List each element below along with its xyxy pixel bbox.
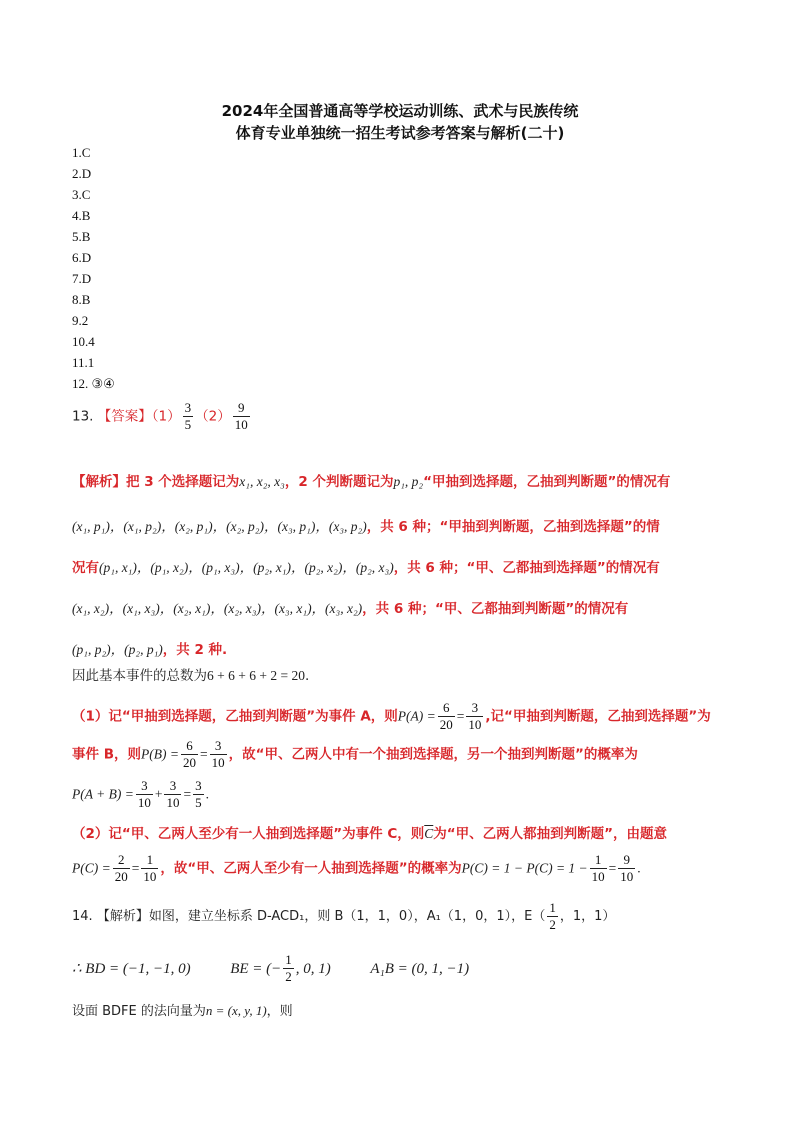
fraction: $\frac{2}{20}$ [114,852,128,884]
math-expr: ∴ BD = (−1, −1, 0) [72,961,191,977]
math-expr: P(A) = [397,708,436,724]
q13-part2-line1 [72,822,667,842]
math-expr: $\overline{C}$ [424,826,434,841]
q13-part2-line2 [72,852,641,885]
answer-item: 7.D [72,271,92,286]
math-expr: p₁, p₂ [393,474,424,489]
math-expr: A₁B = (0, 1, −1) [370,961,470,977]
q13-part1-line2 [72,738,638,771]
math-expr: (p₁, x₁)，(p₁, x₂)，(p₁, x₃)，(p₂, x₁)，(p₂, x₂)，(p₂, x₃) [99,560,394,575]
answer-item: 4.B [72,208,91,223]
q13-analysis-line4 [72,597,628,617]
analysis-text: ，共 6 种；“甲、乙都抽到判断题”的情况有 [362,601,629,617]
math-expr: x₁, x₂, x₃ [239,474,285,489]
answer-item: 9.2 [72,313,89,328]
math-expr: . [205,786,209,802]
answer-item: 6.D [72,250,92,265]
analysis-text: 把 3 个选择题记为 [126,474,240,490]
analysis-text: （2）记“甲、乙两人至少有一人抽到选择题”为事件 C，则 [72,826,425,842]
math-expr: , 0, 1) [295,961,331,977]
math-expr: BE = (− [230,961,282,977]
body-text: 因此基本事件的总数为 [72,668,207,684]
fraction: $\frac{3}{10}$ [137,778,151,810]
fraction: $\frac{3}{10}$ [468,700,482,732]
analysis-text: ，共 2 种. [162,642,228,658]
q13-analysis-line3 [72,556,660,576]
page-title-line2: 体育专业单独统一招生考试参考答案与解析(二十) [235,124,565,142]
fraction: $\frac{3}{5}$ [195,778,202,810]
analysis-text: ，共 6 种；“甲、乙都抽到选择题”的情况有 [393,560,660,576]
q13-part2-fraction: $\frac{9}{10}$ [234,400,248,432]
analysis-tag: 【解析】 [72,474,126,490]
fraction: $\frac{6}{20}$ [439,700,453,732]
q13-answer [72,400,252,433]
body-text: 如图，建立坐标系 D-ACD₁，则 B（1，1，0），A₁（1，0，1），E（ [148,909,546,924]
analysis-text: （1）记“甲抽到选择题，乙抽到判断题”为事件 A，则 [72,708,398,725]
analysis-text: 况有 [72,560,99,576]
answer-item: 8.B [72,292,91,307]
analysis-text: “甲抽到选择题，乙抽到判断题”的情况有 [423,474,671,490]
q14-vectors [72,952,469,985]
analysis-text: 事件 B，则 [72,746,141,763]
math-expr: = [183,786,192,802]
fraction: $\frac{6}{20}$ [182,738,196,770]
fraction: $\frac{1}{10}$ [591,852,605,884]
q13-total-events [72,664,309,684]
analysis-text: ，故“甲、乙两人中有一个抽到选择题，另一个抽到判断题”的概率为 [228,746,638,763]
answer-item: 3.C [72,187,91,202]
q13-part1-fraction: $\frac{3}{5}$ [184,400,192,432]
analysis-text: ，共 6 种；“甲抽到判断题，乙抽到选择题”的情 [366,519,660,535]
body-text: 设面 BDFE 的法向量为 [72,1004,206,1019]
body-text: ，1，1） [559,909,616,924]
math-expr: . [637,860,641,876]
answer-item: 5.B [72,229,91,244]
page-title-line1: 2024年全国普通高等学校运动训练、武术与民族传统 [221,102,579,120]
analysis-text: 为“甲、乙两人都抽到判断题”，由题意 [433,826,668,842]
math-expr: = [456,708,465,724]
fraction: $\frac{3}{10}$ [166,778,180,810]
math-expr: (x₁, x₂)，(x₁, x₃)，(x₂, x₁)，(x₂, x₃)，(x₃, x₁)，(x₃, x₂) [72,601,363,616]
body-text: ，则 [266,1004,293,1019]
math-expr: + [154,786,163,802]
math-expr: = [608,860,617,876]
analysis-text: ,记“甲抽到判断题，乙抽到选择题”为 [485,708,711,725]
q13-analysis-line1 [72,470,670,490]
answer-item: 11.1 [72,355,95,370]
math-expr: (p₁, p₂)，(p₂, p₁) [72,642,163,657]
math-expr: P(C) = [72,860,111,876]
math-expr: 6 + 6 + 6 + 2 = 20 [207,668,305,683]
math-expr: P(B) = [141,746,179,762]
math-expr: P(C) = 1 − P(C) = 1 − [461,860,588,876]
q13-part2-label: （2） [195,408,231,425]
q13-answer-tag: 【答案】 [97,408,152,425]
math-expr: (x₁, p₁)，(x₁, p₂)，(x₂, p₁)，(x₂, p₂)，(x₃, p₁)，(x₃, p₂) [72,519,367,534]
q14-line3 [72,1000,293,1019]
math-expr: P(A + B) = [72,786,134,802]
q13-analysis-line2 [72,515,660,535]
fraction: $\frac{1}{10}$ [143,852,157,884]
q13-analysis-line5 [72,638,227,658]
fraction: $\frac{9}{10}$ [620,852,634,884]
fraction: $\frac{1}{2}$ [285,952,292,984]
math-expr: n = (x, y, 1) [205,1003,267,1018]
q13-number: 13. [72,408,98,425]
math-expr: = [131,860,140,876]
math-expr: = [199,746,208,762]
answer-item: 10.4 [72,334,95,349]
q13-part1-label: （1） [151,408,181,425]
q14-line1 [72,900,615,933]
fraction: $\frac{3}{10}$ [211,738,225,770]
q13-part1-line3 [72,778,209,811]
answer-item: 1.C [72,145,91,160]
answer-item: 12. ③④ [72,376,115,391]
analysis-tag: 【解析】 [96,909,149,924]
analysis-text: ，故“甲、乙两人至少有一人抽到选择题”的概率为 [160,860,462,877]
analysis-text: ，2 个判断题记为 [284,474,394,490]
q14-number: 14. [72,909,97,924]
fraction: $\frac{1}{2}$ [549,900,556,932]
body-text: . [304,668,310,684]
answer-item: 2.D [72,166,92,181]
q13-part1-line1 [72,700,711,733]
